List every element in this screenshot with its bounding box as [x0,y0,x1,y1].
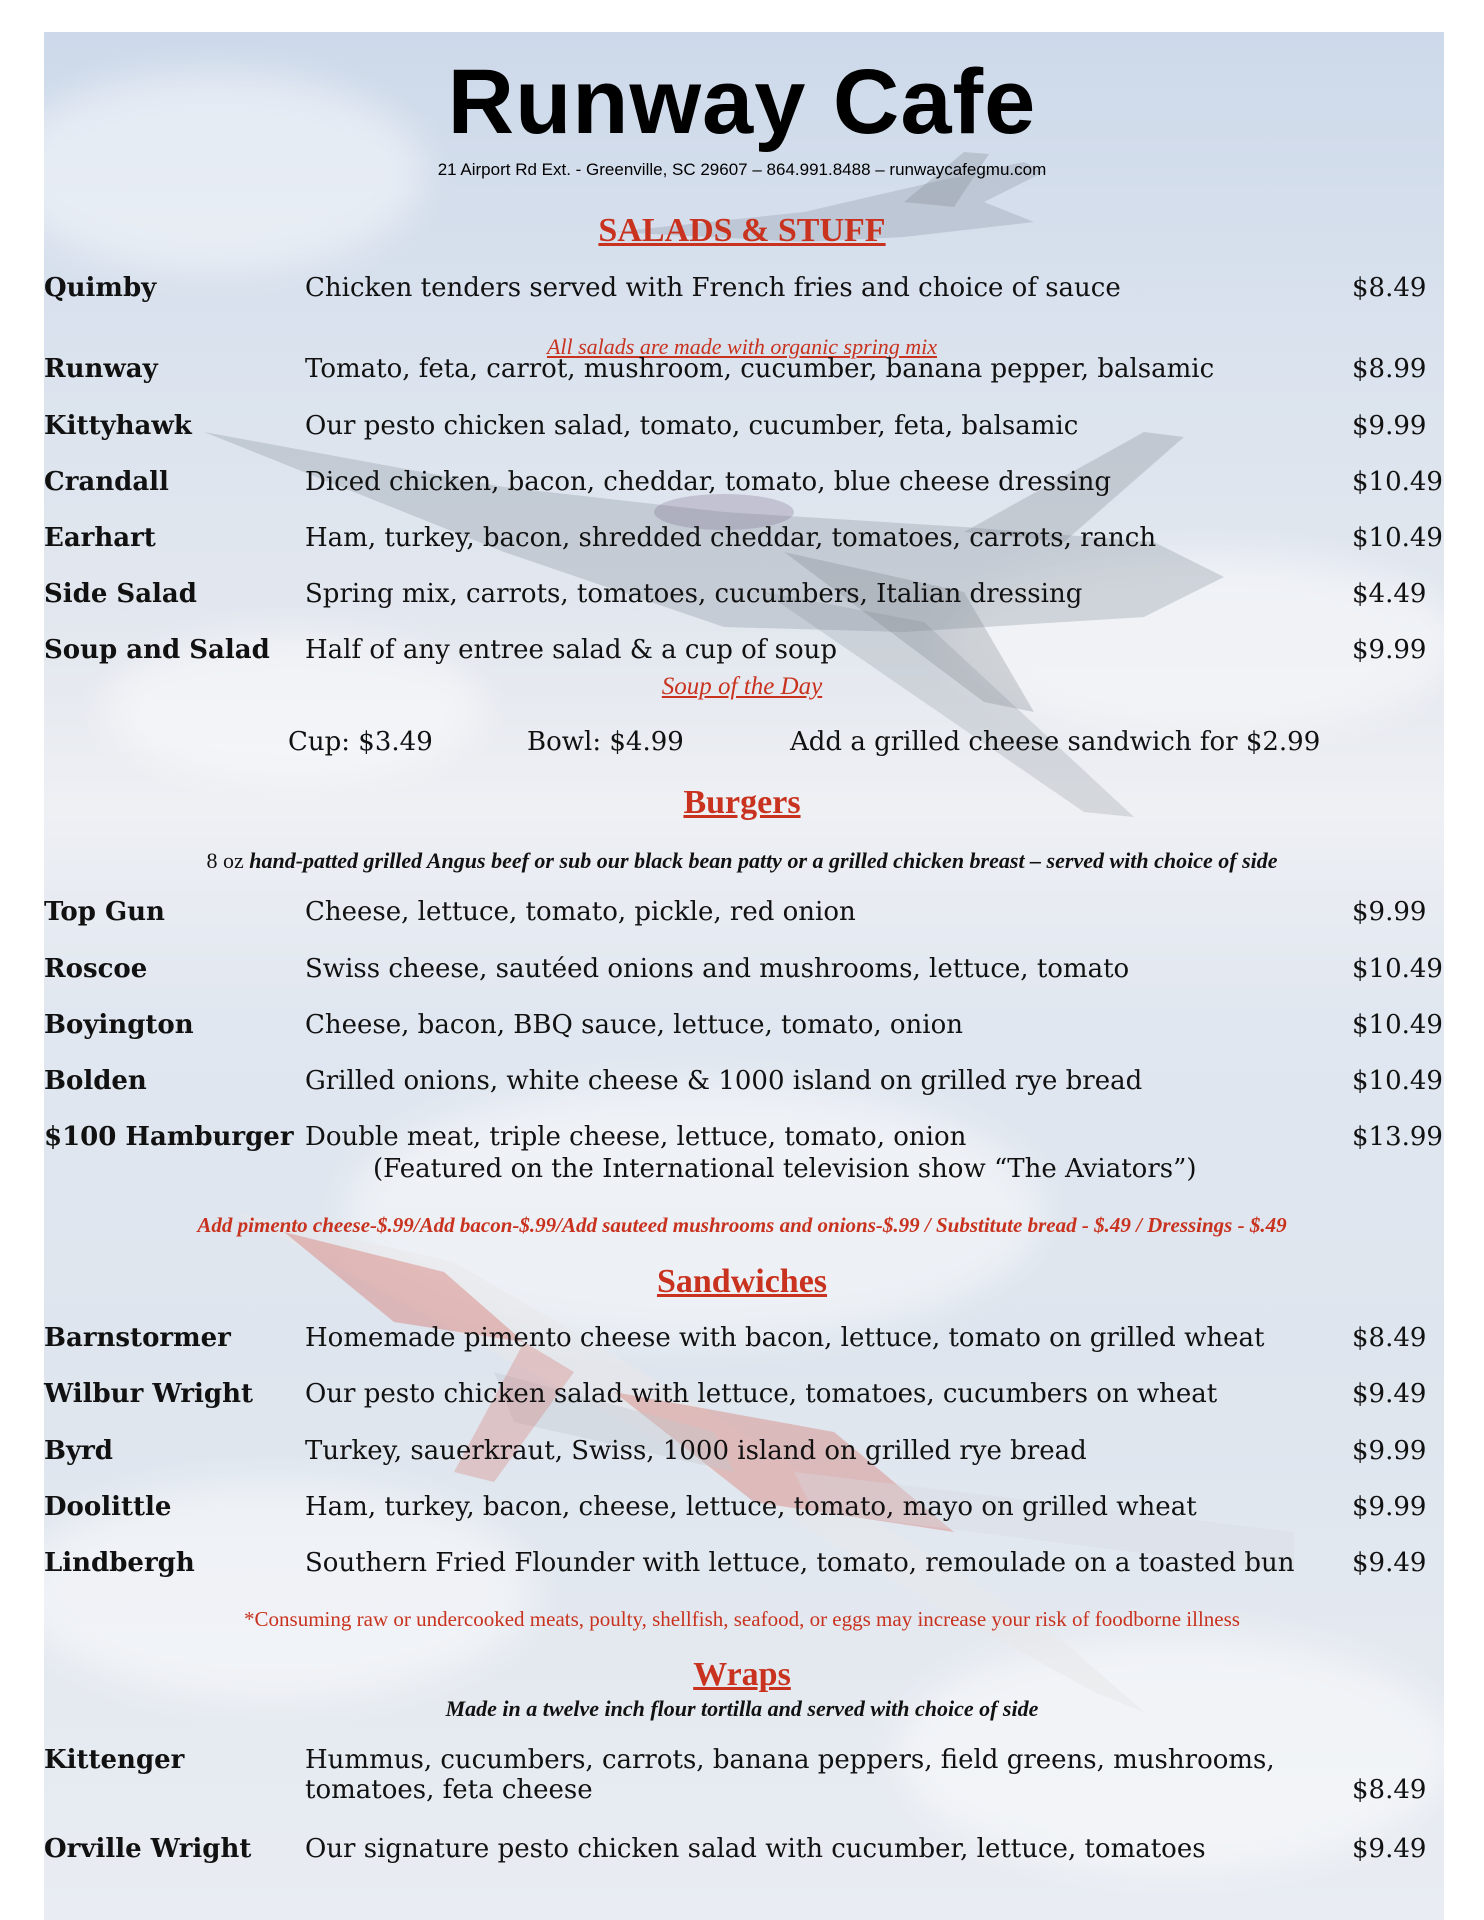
menu-item-burger [0,1010,1484,1050]
menu-item-salad [0,635,1484,675]
menu-item-sandwich [0,1436,1484,1476]
item-description: Half of any entree salad & a cup of soup [305,635,838,665]
item-name: Crandall [44,467,169,497]
item-description: Our pesto chicken salad, tomato, cucumber, feta, balsamic [305,411,1079,441]
item-description: Ham, turkey, bacon, cheese, lettuce, tomato, mayo on grilled wheat [305,1492,1197,1522]
item-name: Quimby [44,273,157,303]
item-price: $9.49 [1352,1379,1427,1409]
item-description: Swiss cheese, sautéed onions and mushrooms, lettuce, tomato [305,954,1130,984]
item-name: Kittenger [44,1745,185,1775]
item-description: Turkey, sauerkraut, Swiss, 1000 island on grilled rye bread [305,1436,1087,1466]
item-name: Doolittle [44,1492,172,1522]
menu-item-salad [0,467,1484,507]
item-name: Soup and Salad [44,635,270,665]
item-name: Side Salad [44,579,197,609]
item-description: Our signature pesto chicken salad with cucumber, lettuce, tomatoes [305,1834,1206,1864]
food-safety-warning: *Consuming raw or undercooked meats, poulty, shellfish, seafood, or eggs may increase your risk of foodborne illness [244,1607,1240,1631]
menu-item-salad [0,579,1484,619]
item-name: Roscoe [44,954,148,984]
menu-item-burger [0,1066,1484,1106]
section-heading-salads: SALADS & STUFF [598,212,886,249]
soup-bowl-price: Bowl: $4.99 [527,727,684,757]
item-price: $8.49 [1352,273,1427,303]
item-price: $8.49 [1352,1775,1427,1805]
item-description: Diced chicken, bacon, cheddar, tomato, blue cheese dressing [305,467,1111,497]
hamburger-featured-note: (Featured on the International television show “The Aviators”) [373,1154,1197,1184]
menu-item-sandwich [0,1548,1484,1588]
soup-cup-price: Cup: $3.49 [288,727,433,757]
menu-item-sandwich [0,1323,1484,1363]
soup-grilled-cheese-addon: Add a grilled cheese sandwich for $2.99 [790,727,1321,757]
item-description: Cheese, lettuce, tomato, pickle, red onion [305,897,856,927]
item-name: Byrd [44,1436,113,1466]
item-price: $9.99 [1352,411,1427,441]
section-heading-burgers: Burgers [683,784,801,821]
item-description: Chicken tenders served with French fries and choice of sauce [305,273,1121,303]
item-name: Lindbergh [44,1548,195,1578]
menu-item-wrap [0,1834,1484,1874]
item-price: $9.99 [1352,897,1427,927]
menu-item-salad [0,411,1484,451]
item-name: Runway [44,354,158,384]
item-price: $9.49 [1352,1548,1427,1578]
restaurant-address: 21 Airport Rd Ext. - Greenville, SC 29607 – 864.991.8488 – runwaycafegmu.com [437,160,1047,179]
item-name: Top Gun [44,897,165,927]
item-name: Orville Wright [44,1834,252,1864]
menu-item-burger [0,954,1484,994]
item-price: $4.49 [1352,579,1427,609]
item-description: Hummus, cucumbers, carrots, banana peppers, field greens, mushrooms, [305,1745,1275,1775]
menu-item-sandwich [0,1492,1484,1532]
item-description: Our pesto chicken salad with lettuce, tomatoes, cucumbers on wheat [305,1379,1218,1409]
item-description: Homemade pimento cheese with bacon, lettuce, tomato on grilled wheat [305,1323,1265,1353]
menu-item-sandwich [0,1379,1484,1419]
item-description: Grilled onions, white cheese & 1000 island on grilled rye bread [305,1066,1143,1096]
item-price: $8.49 [1352,1323,1427,1353]
item-name: Wilbur Wright [44,1379,254,1409]
menu-item-burger [0,897,1484,937]
item-description-line2: tomatoes, feta cheese [305,1775,593,1805]
salads-note: All salads are made with organic spring mix [546,334,938,359]
item-price: $9.99 [1352,1492,1427,1522]
item-price: $13.99 [1352,1122,1443,1152]
item-description: Tomato, feta, carrot, mushroom, cucumber, banana pepper, balsamic [305,354,1215,384]
burgers-note [0,848,1484,874]
wraps-note: Made in a twelve inch flour tortilla and served with choice of side [445,1696,1039,1721]
menu-item-quimby [0,273,1484,313]
item-price: $10.49 [1352,1066,1443,1096]
restaurant-title: Runway Cafe [447,51,1037,153]
item-price: $10.49 [1352,1010,1443,1040]
item-description: Double meat, triple cheese, lettuce, tomato, onion [305,1122,967,1152]
item-name: Bolden [44,1066,147,1096]
section-heading-wraps: Wraps [693,1656,791,1693]
item-description: Spring mix, carrots, tomatoes, cucumbers, Italian dressing [305,579,1083,609]
burger-addons-note: Add pimento cheese-$.99/Add bacon-$.99/Add sauteed mushrooms and onions-$.99 / Substitute bread - $.49 / Dressings - $.49 [197,1213,1287,1237]
menu-item-wrap [0,1745,1484,1815]
burgers-note-weight: 8 oz [206,848,250,873]
section-heading-sandwiches: Sandwiches [656,1263,828,1300]
item-name: $100 Hamburger [44,1122,294,1152]
item-name: Earhart [44,523,156,553]
item-price: $10.49 [1352,467,1443,497]
menu-item-salad [0,354,1484,394]
burgers-note-text: hand-patted grilled Angus beef or sub our black bean patty or a grilled chicken breast – served with choice of side [249,848,1278,873]
item-price: $8.99 [1352,354,1427,384]
item-price: $9.49 [1352,1834,1427,1864]
menu-item-salad [0,523,1484,563]
item-name: Kittyhawk [44,411,192,441]
item-description: Cheese, bacon, BBQ sauce, lettuce, tomato, onion [305,1010,963,1040]
item-price: $9.99 [1352,1436,1427,1466]
item-description: Southern Fried Flounder with lettuce, tomato, remoulade on a toasted bun [305,1548,1295,1578]
item-price: $9.99 [1352,635,1427,665]
item-price: $10.49 [1352,523,1443,553]
item-price: $10.49 [1352,954,1443,984]
item-name: Boyington [44,1010,194,1040]
item-description: Ham, turkey, bacon, shredded cheddar, tomatoes, carrots, ranch [305,523,1157,553]
soup-of-the-day-heading: Soup of the Day [661,673,823,700]
item-name: Barnstormer [44,1323,231,1353]
